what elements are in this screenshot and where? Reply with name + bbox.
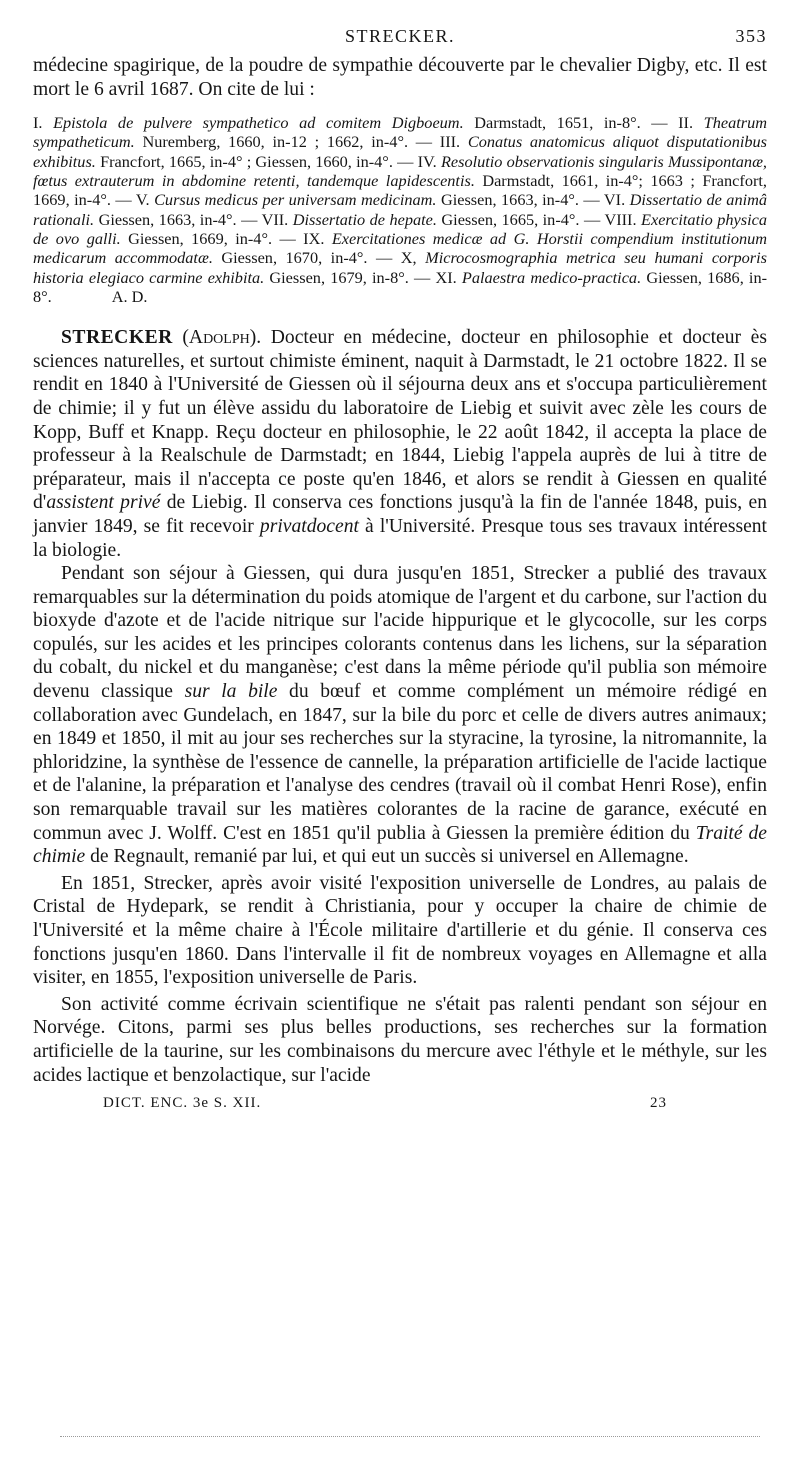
biblio-number: III. bbox=[439, 132, 461, 152]
p1-text-c: à l'Université. Presque tous ses travaux intéressent la biologie. bbox=[33, 515, 768, 561]
biblio-info: Giessen, 1663, in-4°. — bbox=[436, 190, 604, 210]
biblio-info: Giessen, 1663, in-4°. — bbox=[94, 209, 262, 229]
running-head bbox=[33, 26, 767, 54]
biblio-title: Exercitatio physica de ovo galli. bbox=[33, 209, 767, 248]
p1-text-b: de Liebig. Il conserva ces fonctions jusqu'à la fin de l'année 1848, puis, en janvier 1849, se fit recevoir bbox=[33, 492, 767, 537]
biblio-info: Giessen, 1679, in-8°. — bbox=[264, 267, 436, 287]
footer-signature: DICT. ENC. 3e S. XII. bbox=[103, 1095, 262, 1112]
biblio-number: X, bbox=[400, 248, 417, 268]
entry-paragraph-4: Son activité comme écrivain scientifique ne s'était pas ralenti pendant son séjour en Norvége. Citons, parmi ses plus belles productions, ses recherches sur la formation artificielle de la taurine, sur les combinaisons du mercure avec l'éthyle et le méthyle, sur les acides lactique et benzolactique, sur l'acide bbox=[33, 993, 767, 1086]
biblio-title: Dissertatio de hepate. bbox=[292, 209, 437, 229]
biblio-number: VII. bbox=[261, 209, 289, 229]
biblio-number: IX. bbox=[303, 228, 325, 248]
p2-italic-1: sur la bile bbox=[184, 681, 278, 703]
biblio-number: IV. bbox=[417, 151, 437, 171]
p1-italic-2: privatdocent bbox=[259, 515, 359, 537]
page-footer bbox=[33, 1095, 767, 1119]
biblio-number: VI. bbox=[603, 190, 626, 210]
biblio-signature: A. D. bbox=[111, 286, 148, 306]
biblio-number: I. bbox=[33, 113, 43, 133]
biblio-title: Exercitationes medicæ ad G. Horstii compendium institutionum medicarum accommodatæ. bbox=[33, 228, 767, 268]
entry-paragraph-3: En 1851, Strecker, après avoir visité l'exposition universelle de Londres, au palais de Cristal de Hydepark, se rendit à Christiania, pour y occuper la chaire de chimie de l'Université et la même chaire à l'École militaire d'artillerie et du génie. Il conserva ces fonctions jusqu'en 1860. Dans l'intervalle il fit de nombreux voyages en Allemagne et alla visiter, en 1855, l'exposition universelle de Paris. bbox=[33, 872, 767, 989]
biblio-info: Giessen, 1686, in-8°. bbox=[33, 267, 768, 306]
biblio-title: Epistola de pulvere sympathetico ad comitem Digboeum. bbox=[53, 113, 464, 133]
biblio-title: Palaestra medico-practica. bbox=[461, 267, 642, 287]
running-title: STRECKER. bbox=[344, 26, 455, 46]
p1-text-a: ). Docteur en médecine, docteur en philosophie et docteur ès sciences naturelles, et surtout chimiste éminent, naquit à Darmstadt, le 21 octobre 1822. Il se rendit en 1840 à l'Université de Giessen où il séjourna deux ans et s'occupa particulièrement de chimie; il y fut un élève assidu du laboratoire de Liebig et suivit avec zèle les cours de Kopp, Buff et Knapp. Reçu docteur en philosophie, le 22 août 1842, il accepta la place de professeur à la Realschule de Darmstadt; en 1844, Liebig l'appela auprès de lui à titre de préparateur, mais il n'accepta ce poste qu'en 1846, et alors se rendit à Giessen en qualité d' bbox=[33, 327, 767, 514]
biblio-info: Darmstadt, 1651, in-8°. — bbox=[463, 113, 679, 133]
biblio-title: Resolutio observationis singularis Mussipontanæ, fœtus extrauterum in abdomine retenti, tandemque lapidescentis. bbox=[33, 151, 767, 191]
biblio-title: Cursus medicus per universam medicinam. bbox=[154, 190, 437, 210]
entry-paragraph-1: STRECKER (Adolph). Docteur en médecine, docteur en philosophie et docteur ès sciences naturelles, et surtout chimiste éminent, naquit à Darmstadt, le 21 octobre 1822. Il se rendit en 1840 à l'Université de Giessen où il séjourna deux ans et s'occupa particulièrement de chimie; il y fut un élève assidu du laboratoire de Liebig et suivit avec zèle les cours de Kopp, Buff et Knapp. Reçu docteur en philosophie, le 22 août 1842, il accepta la place de professeur à la Realschule de Darmstadt; en 1844, Liebig l'appela auprès de lui à titre de préparateur, mais il n'accepta ce poste qu'en 1846, et alors se rendit à Giessen en qualité d'assistent privé de Liebig. Il conserva ces fonctions jusqu'à la fin de l'année 1848, puis, en janvier 1849, se fit recevoir privatdocent à l'Université. Presque tous ses travaux intéressent la biologie. bbox=[33, 327, 768, 561]
bibliography-items bbox=[33, 113, 767, 306]
page bbox=[33, 26, 767, 1119]
entry-headword: STRECKER bbox=[61, 327, 173, 349]
biblio-info: Giessen, 1665, in-4°. — bbox=[436, 209, 605, 229]
bottom-rule bbox=[60, 1436, 760, 1437]
p2-text-a: Pendant son séjour à Giessen, qui dura jusqu'en 1851, Strecker a publié des travaux remarquables sur la détermination du poids atomique de l'argent et du carbone, sur l'action du bioxyde d'azote et de l'acide nitrique sur l'acide hippurique et le glycocolle, sur les corps copulés, sur les acides et les principes colorants contenus dans les lichens, sur la séparation du cobalt, du nickel et du manganèse; c'est dans la même période qu'il publia son mémoire devenu classique bbox=[33, 563, 767, 703]
biblio-number: XI. bbox=[435, 267, 457, 287]
biblio-info: Darmstadt, 1661, in-4°; 1663 ; Francfort, 1669, in-4°. — bbox=[33, 171, 767, 210]
biblio-info: Giessen, 1670, in-4°. — bbox=[212, 248, 401, 268]
entry-paragraph-2 bbox=[33, 562, 767, 869]
biblio-title: Dissertatio de animâ rationali. bbox=[33, 190, 768, 229]
biblio-title: Conatus anatomicus aliquot disputationibus exhibitus. bbox=[33, 132, 767, 171]
p2-text-b: du bœuf et comme complément un mémoire rédigé en collaboration avec Gundelach, en 1847, sur la bile du porc et celle de divers autres animaux; en 1849 et 1850, il mit au jour ses recherches sur la styracine, la tyrosine, la nitromannite, la phloridzine, la synthèse de l'essence de cannelle, la préparation artificielle de l'acide lactique et de l'alanine, la préparation et l'analyse des cendres (travail où il combat Henri Rose), enfin son remarquable travail sur les matières colorantes de la racine de garance, exécuté en commun avec J. Wolff. C'est en 1851 qu'il publia à Giessen la première édition du bbox=[33, 681, 767, 844]
footer-sheet-number: 23 bbox=[650, 1095, 667, 1112]
entry-firstname: Adolph bbox=[188, 327, 250, 349]
biblio-number: VIII. bbox=[604, 209, 637, 229]
biblio-number: II. bbox=[678, 113, 694, 133]
biblio-info: Nuremberg, 1660, in-12 ; 1662, in-4°. — bbox=[134, 132, 440, 152]
p1-italic-1: assistent privé bbox=[46, 492, 161, 514]
bibliography bbox=[33, 113, 767, 306]
continuation-paragraph: médecine spagirique, de la poudre de sympathie découverte par le chevalier Digby, etc. Il est mort le 6 avril 1687. On cite de lui : bbox=[33, 55, 767, 100]
biblio-info: Francfort, 1665, in-4° ; Giessen, 1660, in-4°. — bbox=[95, 151, 418, 171]
page-number: 353 bbox=[735, 26, 767, 46]
p2-text-c: de Regnault, remanié par lui, et qui eut un succès si universel en Allemagne. bbox=[85, 846, 689, 868]
biblio-number: V. bbox=[135, 190, 150, 210]
biblio-title: Theatrum sympatheticum. bbox=[33, 113, 767, 152]
p2-italic-2: Traité de chimie bbox=[33, 822, 767, 868]
biblio-title: Microcosmographia metrica seu humani corporis historia elegiaco carmine exhibita. bbox=[33, 248, 767, 287]
biblio-info: Giessen, 1669, in-4°. — bbox=[120, 228, 304, 248]
